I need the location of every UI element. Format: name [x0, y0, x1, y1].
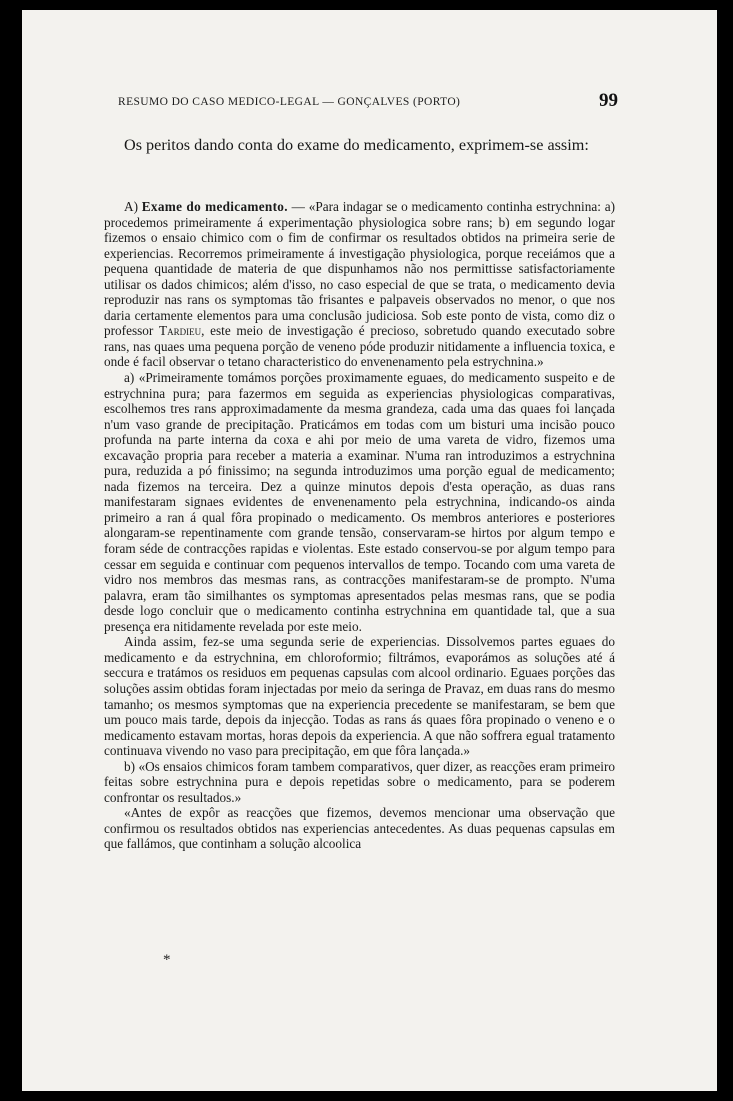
running-title: RESUMO DO CASO MEDICO-LEGAL — GONÇALVES (PORTO): [118, 96, 461, 108]
page-number: 99: [599, 90, 618, 111]
footnote-mark: *: [163, 952, 171, 968]
intro-paragraph: Os peritos dando conta do exame do medicamento, exprimem-se assim:: [124, 136, 589, 154]
author-name: Tardieu: [159, 323, 202, 339]
paragraph-second-series: Ainda assim, fez-se uma segunda serie de experiencias. Dissolvemos partes eguaes do medicamento e da estrychnina, em chloroformio; filtrámos, evaporámos as soluções até á seccura e tratámos os residuos em pequenas capsulas com alcool ordinario. Eguaes porções das soluções assim obtidas foram injectadas por meio da seringa de Pravaz, em duas rans do mesmo tamanho; os mesmos symptomas que na experiencia precedente se manifestaram, se bem que um pouco mais tarde, depois da injecção. Todas as rans ás quaes fôra propinado o veneno e o medicamento estavam mortas, horas depois da experiencia. A que não soffrera egual tratamento continuava vivendo no vaso para precipitação, em que fôra lançada.»: [104, 634, 615, 759]
page-header: [118, 90, 618, 114]
paragraph-reactions: «Antes de expôr as reacções que fizemos, devemos mencionar uma observação que confirmou os resultados obtidos nas experiencias antecedentes. As duas pequenas capsulas em que fallámos, que continham a solução alcoolica: [104, 805, 615, 852]
paragraph-text: — «Para indagar se o medicamento continha estrychnina: a) procedemos primeiramente á experimentação physiologica sobre rans; b) em segundo logar fizemos o ensaio chimico com o fim de confirmar os resultados obtidos na primeira serie de experiencias. Recorremos primeiramente á investigação physiologica, porque receiámos que a pequena quantidade de materia de que dispunhamos não nos permittisse satisfactoriamente utilisar os dados chimicos; além d'isso, no caso especial de que se trata, o medicamento devia reproduzir nas rans os symptomas tão frisantes e palpaveis observados no menor, o que nos daria certamente elementos para uma conclusão judiciosa. Sob este ponto de vista, como diz o professor: [104, 199, 616, 339]
paragraph-text: , este meio de investigação é precioso, sobretudo quando executado sobre rans, nas quaes uma pequena porção de veneno póde produzir nitidamente a influencia toxica, e onde é facil observar o tetano characteristico do envenenamento pela estrychnina.»: [104, 323, 615, 370]
section-title: Exame do medicamento.: [141, 199, 288, 214]
section-label: A): [124, 199, 142, 214]
book-page: [22, 10, 717, 1091]
paragraph-b-chemical: b) «Os ensaios chimicos foram tambem comparativos, quer dizer, as reacções eram primeiro feitas sobre estrychnina pura e depois repetidas sobre o medicamento, para se poderem confrontar os resultados.»: [104, 758, 615, 805]
body-text: [104, 197, 615, 852]
paragraph-a-experiments: a) «Primeiramente tomámos porções proximamente eguaes, do medicamento suspeito e de estrychnina pura; para fazermos em seguida as experiencias physiologicas comparativas, escolhemos tres rans approximadamente da mesma grandeza, cada uma das quaes foi lançada n'um vaso grande de precipitação. Praticámos em todas com um bisturi uma incisão pouco profunda na parte interna da coxa e ahi por meio de uma vareta de vidro, fizemos uma excavação propria para receber a materia a examinar. N'uma ran introduzimos a estrychnina pura, reduzida a pó finissimo; na segunda introduzimos uma porção egual de medicamento; nada fizemos na terceira. Dez a quinze minutos depois d'esta operação, as duas rans manifestaram signaes evidentes de envenenamento pela estrychnina, indicando-os ainda primeiro a ran á qual fôra propinado o medicamento. Os membros anteriores e posteriores alongaram-se repentinamente com grande tensão, conservaram-se hirtos por algum tempo e foram séde de contracções rapidas e violentas. Este estado conservou-se por algum tempo para cessar em seguida e continuar com pequenos intervallos de tempo. Tocando com uma vareta de vidro nos membros das mesmas rans, as contracções manifestaram-se de prompto. N'uma palavra, eram tão similhantes os symptomas apresentados pelas mesmas rans, que se podia desde logo concluir que o medicamento continha estrychnina em quantidade tal, que a sua presença era nitidamente revelada por este meio.: [104, 370, 615, 634]
section-a-paragraph: [104, 199, 615, 370]
